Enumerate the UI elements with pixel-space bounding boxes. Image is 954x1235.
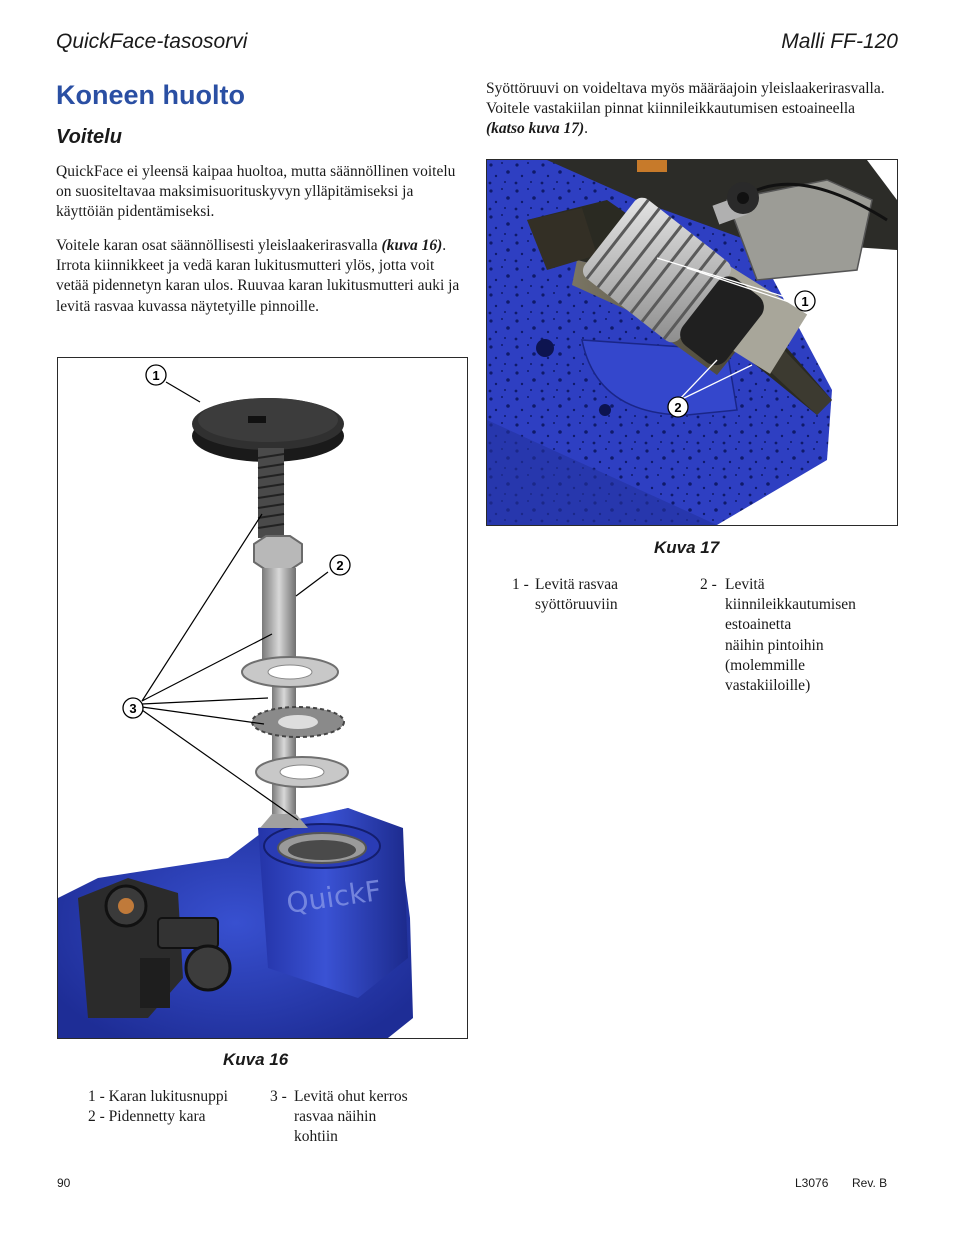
left-paragraph-2-text-b: . Irrota kiinnikkeet ja vedä karan lukitusmutteri ylös, jotta voit vetää pidennetyn karan ulos. Ruuvaa karan lukitusmutteri auki ja levitä rasvaa kuvassa näytetyille pinnoille. xyxy=(56,237,460,315)
figure16-callout-1 xyxy=(146,365,166,385)
right-paragraph-text-b: . xyxy=(584,120,589,138)
figure16-legend-item-3-line-2: rasvaa näihin xyxy=(294,1108,377,1126)
figure17-legend-item-1-line-1: Levitä rasvaa xyxy=(535,576,619,593)
document-id: L3076 xyxy=(795,1176,829,1190)
figure16-legend-item-1: 1 - Karan lukitusnuppi xyxy=(88,1088,228,1105)
washers xyxy=(242,657,348,787)
svg-text:1: 1 xyxy=(152,368,160,383)
section-title: Koneen huolto xyxy=(56,80,245,110)
figure17-legend-item-2-line-2: kiinnileikkautumisen xyxy=(725,596,856,614)
figure17-caption: Kuva 17 xyxy=(654,538,720,557)
figure16-illustration xyxy=(58,358,467,1038)
figure16-legend-col2 xyxy=(270,1087,408,1148)
document-revision: Rev. B xyxy=(852,1176,888,1190)
threaded-rod xyxy=(258,448,284,538)
header-right-title: Malli FF-120 xyxy=(781,30,898,53)
header-left-title: QuickFace-tasosorvi xyxy=(56,30,248,53)
subsection-title: Voitelu xyxy=(56,126,122,148)
page-number: 90 xyxy=(57,1176,71,1190)
figure17-illustration xyxy=(487,160,897,525)
figure17-legend-item-2 xyxy=(700,575,856,696)
figure17-callout-2 xyxy=(668,397,688,417)
figure17-legend-item-1 xyxy=(512,575,618,615)
svg-text:2: 2 xyxy=(674,400,682,415)
left-paragraph-2 xyxy=(56,236,460,317)
svg-text:1: 1 xyxy=(801,294,809,309)
figure17-legend-item-2-line-3: estoainetta xyxy=(725,616,792,634)
figure16-legend-item-3-number: 3 - xyxy=(270,1088,291,1105)
figure16-callout-3 xyxy=(123,698,143,718)
left-paragraph-2-text-a: Voitele karan osat säännöllisesti yleislaakerirasvalla xyxy=(56,237,382,254)
figure16-legend-item-3-line-3: kohtiin xyxy=(294,1128,338,1146)
svg-text:3: 3 xyxy=(129,701,137,716)
figure17-legend-item-2-line-1: Levitä xyxy=(725,576,765,593)
right-paragraph-text-a: Syöttöruuvi on voideltava myös määräajoin yleislaakerirasvalla. Voitele vastakiilan pinnat kiinnileikkautumisen estoaineella xyxy=(486,80,885,118)
figure17-legend-item-2-line-4: näihin pintoihin xyxy=(725,636,824,654)
figure17-legend-item-2-line-6: vastakiiloille) xyxy=(725,677,811,695)
figure16-reference: (kuva 16) xyxy=(381,237,443,254)
figure16-legend-col1 xyxy=(88,1087,228,1127)
figure17-legend-item-1-number: 1 - xyxy=(512,576,533,593)
figure16-caption: Kuva 16 xyxy=(223,1050,289,1069)
right-paragraph xyxy=(486,79,896,140)
figure16-frame xyxy=(57,357,468,1039)
figure17-legend-item-2-line-5: (molemmille xyxy=(725,656,806,674)
figure17-callout-1 xyxy=(795,291,815,311)
figure16-callout-2 xyxy=(330,555,350,575)
figure16-legend-item-2: 2 - Pidennetty kara xyxy=(88,1108,206,1126)
figure17-legend-item-2-number: 2 - xyxy=(700,576,721,593)
figure16-machine-logo: QuickF xyxy=(284,873,384,920)
figure16-legend-item-3-line-1: Levitä ohut kerros xyxy=(294,1088,408,1105)
svg-text:2: 2 xyxy=(336,558,344,573)
figure17-legend-item-1-line-2: syöttöruuviin xyxy=(535,596,618,614)
figure17-frame xyxy=(486,159,898,526)
left-paragraph-1: QuickFace ei yleensä kaipaa huoltoa, mutta säännöllinen voitelu on suositeltavaa maksimisuorituskyvyn ylläpitämiseksi ja käyttöiän pidentämiseksi. xyxy=(56,163,456,221)
figure17-reference: (katso kuva 17) xyxy=(486,120,585,138)
